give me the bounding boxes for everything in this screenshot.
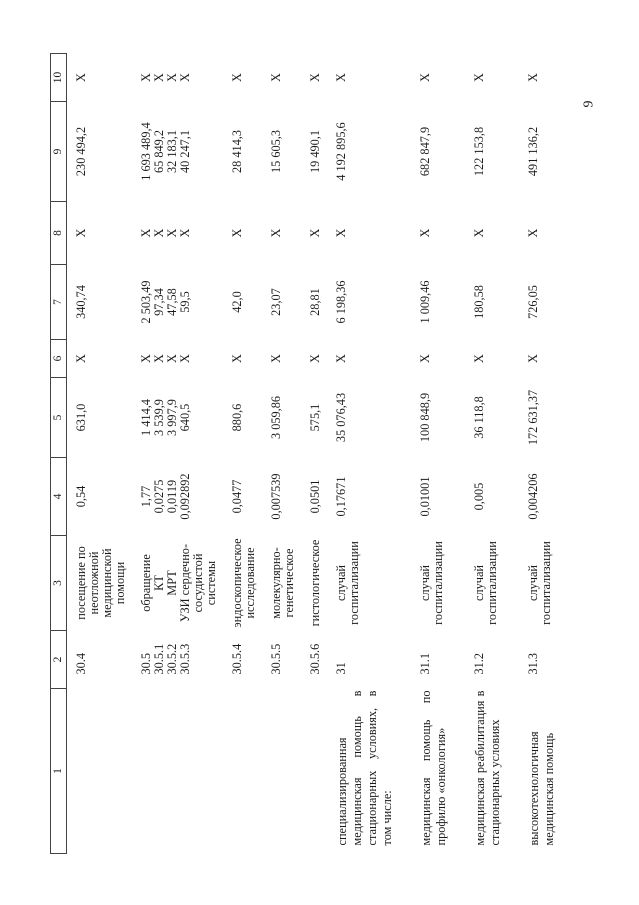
cell-col-7: 59,5 [178,291,192,313]
table-row [179,54,218,854]
cell-col-1 [296,689,322,854]
cell-col-3: МРТ [165,570,179,596]
col-header-1: 1 [51,689,67,854]
cell-col-2: 30.5.4 [230,643,244,675]
table-row [503,54,557,854]
cell-col-8: X [178,228,192,238]
cell-col-10: X [308,73,322,82]
cell-col-2: 30.5.2 [165,643,179,675]
cell-col-5: 1 414,4 [139,399,153,436]
cell-col-7: 23,07 [269,288,283,316]
table-row [218,54,257,854]
cell-col-10: X [165,73,179,82]
cell-col-4: 0,005 [472,482,486,511]
cell-col-1: специализированная медицинская помощь в стационарных условиях, в том числе: [335,690,394,846]
cell-col-8: X [334,228,348,238]
cell-col-5: 880,6 [230,403,244,432]
cell-col-4: 0,17671 [334,476,348,517]
cell-col-7: 47,58 [165,288,179,316]
cell-col-1 [257,689,296,854]
table-row [449,54,503,854]
cell-col-4: 0,0501 [308,479,322,514]
cell-col-6: X [230,354,244,363]
cell-col-4: 0,0275 [152,479,166,514]
cell-col-8: X [308,228,322,238]
cell-col-8: X [74,228,88,238]
cell-col-7: 340,74 [74,285,88,319]
cell-col-1 [218,689,257,854]
cell-col-5: 640,5 [178,403,192,432]
cell-col-5: 172 631,37 [526,389,540,446]
cell-col-1 [127,689,153,854]
table-row [395,54,449,854]
cell-col-6: X [178,354,192,363]
cell-col-3: эндоскопическое исследование [230,538,257,628]
cell-col-10: X [230,73,244,82]
cell-col-9: 32 183,1 [165,129,179,174]
cell-col-10: X [472,73,486,82]
cell-col-2: 31.3 [526,652,540,675]
cell-col-3: случай госпитализации [334,541,361,625]
cell-col-7: 1 009,46 [418,280,432,324]
cell-col-8: X [418,228,432,238]
table-row [322,54,395,854]
cell-col-1 [179,689,218,854]
cell-col-6: X [472,354,486,363]
cell-col-2: 31.1 [418,652,432,675]
cell-col-7: 2 503,49 [139,280,153,324]
cell-col-8: X [230,228,244,238]
cell-col-1 [166,689,179,854]
cell-col-6: X [139,354,153,363]
cell-col-7: 97,34 [152,288,166,316]
cell-col-3: молекулярно-генетическое [269,547,296,619]
cell-col-1: медицинская реабилитация в стационарных условиях [473,690,502,846]
col-header-4: 4 [51,458,67,536]
table-row [257,54,296,854]
cell-col-6: X [165,354,179,363]
cell-col-8: X [472,228,486,238]
cell-col-3: УЗИ сердечно-сосудистой системы [178,543,218,623]
col-header-8: 8 [51,202,67,265]
cell-col-9: 1 693 489,4 [139,122,153,181]
cell-col-5: 35 076,43 [334,392,348,443]
cell-col-5: 631,0 [74,403,88,432]
table-row [127,54,153,854]
table-row [67,54,128,854]
cell-col-6: X [74,354,88,363]
cell-col-2: 31 [334,662,348,675]
cell-col-9: 682 847,9 [418,126,432,177]
cell-col-2: 30.5.1 [152,643,166,675]
col-header-5: 5 [51,378,67,458]
cell-col-10: X [334,73,348,82]
cell-col-8: X [526,228,540,238]
cell-col-5: 575,1 [308,403,322,432]
page-number: 9 [581,100,597,108]
cell-col-3: случай госпитализации [472,541,499,625]
cell-col-8: X [269,228,283,238]
table-row [153,54,166,854]
cell-col-10: X [152,73,166,82]
cell-col-7: 6 198,36 [334,280,348,324]
cell-col-6: X [269,354,283,363]
cell-col-5: 36 118,8 [472,396,486,439]
col-header-2: 2 [51,631,67,689]
cell-col-6: X [152,354,166,363]
cell-col-2: 30.5.6 [308,643,322,675]
table-body [67,54,558,854]
cell-col-1 [153,689,166,854]
cell-col-7: 28,81 [308,288,322,316]
cell-col-2: 30.4 [74,652,88,675]
cell-col-9: 40 247,1 [178,129,192,174]
cell-col-1: медицинская помощь по профилю «онкология» [419,690,448,846]
cell-col-3: случай госпитализации [526,541,553,625]
cell-col-4: 0,54 [74,485,88,508]
cell-col-7: 180,58 [472,285,486,319]
cell-col-1 [67,689,128,854]
cell-col-4: 0,092892 [178,473,192,520]
cell-col-8: X [139,228,153,238]
header-row [51,54,67,854]
cell-col-4: 0,0119 [165,479,179,514]
table-row [296,54,322,854]
col-header-9: 9 [51,102,67,202]
cell-col-9: 65 849,2 [152,129,166,174]
col-header-7: 7 [51,265,67,340]
cell-col-3: обращение [139,554,153,612]
cell-col-6: X [308,354,322,363]
cell-col-4: 0,007539 [269,473,283,520]
cell-col-8: X [165,228,179,238]
cell-col-6: X [526,354,540,363]
cell-col-5: 3 539,9 [152,399,166,436]
cell-col-4: 0,004206 [526,473,540,520]
col-header-3: 3 [51,536,67,631]
cell-col-3: гистологическое [308,539,322,627]
cell-col-2: 30.5.3 [178,643,192,675]
col-header-10: 10 [51,54,67,102]
cell-col-5: 3 059,86 [269,395,283,440]
cell-col-9: 28 414,3 [230,129,244,174]
cell-col-10: X [139,73,153,82]
cell-col-5: 3 997,9 [165,399,179,436]
cell-col-9: 491 136,2 [526,126,540,177]
data-table [50,53,557,854]
cell-col-4: 0,01001 [418,476,432,517]
cell-col-6: X [334,354,348,363]
cell-col-9: 4 192 895,6 [334,122,348,181]
cell-col-2: 31.2 [472,652,486,675]
rotated-table-container [50,54,585,854]
cell-col-10: X [526,73,540,82]
cell-col-10: X [178,73,192,82]
col-header-6: 6 [51,340,67,378]
cell-col-1: высокотехнологичная медицинская помощь [527,731,556,846]
cell-col-6: X [418,354,432,363]
cell-col-2: 30.5.5 [269,643,283,675]
table-row [166,54,179,854]
cell-col-9: 15 605,3 [269,129,283,174]
cell-col-7: 42,0 [230,291,244,313]
cell-col-10: X [269,73,283,82]
cell-col-8: X [152,228,166,238]
cell-col-3: посещение по неотложной медицинской помощи [74,546,127,620]
cell-col-10: X [74,73,88,82]
cell-col-7: 726,05 [526,285,540,319]
cell-col-2: 30.5 [139,652,153,675]
cell-col-5: 100 848,9 [418,392,432,443]
cell-col-9: 230 494,2 [74,126,88,177]
cell-col-10: X [418,73,432,82]
cell-col-3: случай госпитализации [418,541,445,625]
cell-col-4: 1,77 [139,485,153,508]
cell-col-9: 122 153,8 [472,126,486,177]
cell-col-9: 19 490,1 [308,129,322,174]
cell-col-3: КТ [152,575,166,591]
cell-col-4: 0,0477 [230,479,244,514]
